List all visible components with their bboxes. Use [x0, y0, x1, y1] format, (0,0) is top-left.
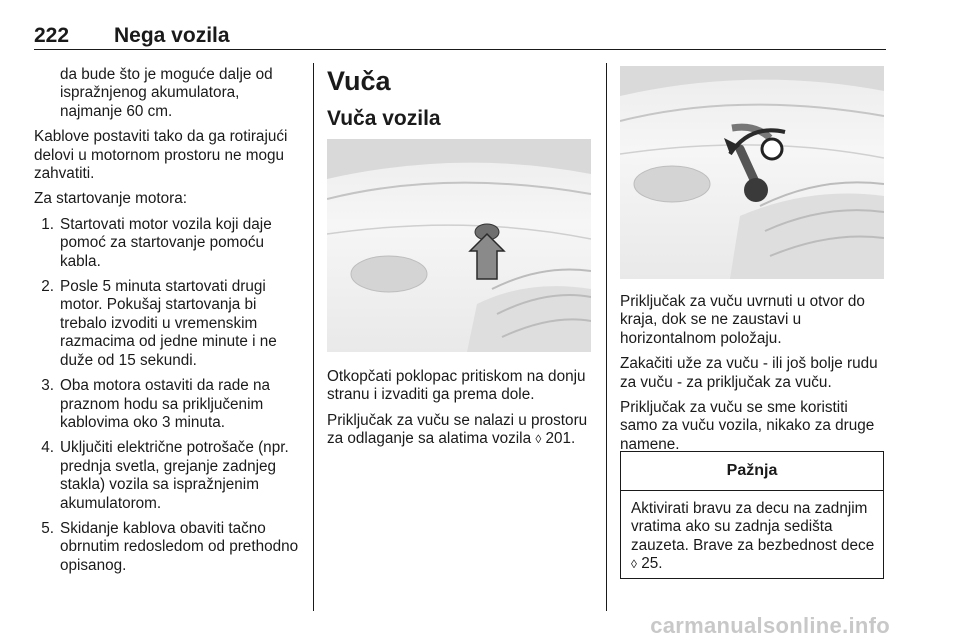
right-text	[620, 293, 886, 461]
figure-bumper-cover	[327, 139, 591, 352]
left-column	[34, 66, 304, 582]
chapter-heading: Vuča	[327, 66, 391, 96]
cable-placement-text: Kablove postaviti tako da ga rotirajući delovi u motornom prostoru ne mogu zahvatiti.	[34, 128, 288, 183]
list-item: 3. Oba motora ostaviti da rade na praznom hodu sa priključenim kablovima oko 3 minuta.	[41, 377, 271, 431]
header-rule	[34, 49, 886, 50]
usage-note-text: Priključak za vuču se sme koristiti samo za vuču vozila, nikako za druge namene.	[620, 399, 875, 453]
subsection-heading: Vuča vozila	[327, 107, 441, 130]
start-intro-text: Za startovanje motora:	[34, 190, 188, 208]
continuation-text: da bude što je moguće dalje od ispražnjenog akumulatora, najmanje 60 cm.	[60, 66, 273, 120]
figure-tow-hook	[620, 66, 884, 279]
column-divider-right	[606, 63, 607, 611]
hook-location-text: Priključak za vuču se nalazi u prostoru za odlaganje sa alatima vozila ◊ 201.	[327, 411, 588, 448]
screw-in-text: Priključak za vuču uvrnuti u otvor do kraja, dok se ne zaustavi u horizontalnom položaju.	[620, 293, 865, 347]
reference-arrow-icon: ◊	[535, 432, 542, 447]
middle-text	[327, 368, 595, 456]
section-title: Nega vozila	[114, 24, 230, 47]
column-divider-left	[313, 63, 314, 611]
list-item: 1. Startovati motor vozila koji daje pomoć za startovanje pomoću kabla.	[41, 215, 272, 270]
warning-text: Aktivirati bravu za decu na zadnjim vratima ako su zadnja sedišta zauzeta. Brave za bezbednost dece ◊ 25.	[631, 500, 875, 573]
middle-column	[327, 66, 595, 132]
reference-arrow-icon: ◊	[631, 557, 637, 572]
list-item: 4. Uključiti električne potrošače (npr. prednja svetla, grejanje zadnjeg stakla) vozila sa ispražnjenim akumulatorom.	[41, 439, 289, 512]
warning-box	[620, 451, 884, 579]
cover-removal-text: Otkopčati poklopac pritiskom na donju stranu i izvaditi ga prema dole.	[327, 368, 586, 404]
list-item: 5. Skidanje kablova obaviti tačno obrnutim redosledom od prethodno opisanog.	[41, 519, 299, 574]
page-header	[34, 24, 886, 50]
warning-title: Pažnja	[621, 452, 883, 491]
attach-rope-text: Zakačiti uže za vuču - ili još bolje rudu za vuču - za priključak za vuču.	[620, 355, 878, 391]
watermark: carmanualsonline.info	[650, 613, 890, 638]
page-number: 222	[34, 24, 70, 47]
list-item: 2. Posle 5 minuta startovati drugi motor. Pokušaj startovanja bi trebalo izvoditi u vremenskim razmacima od jedne minute i ne duže od 15 sekundi.	[41, 278, 277, 369]
start-steps-list	[34, 216, 304, 575]
